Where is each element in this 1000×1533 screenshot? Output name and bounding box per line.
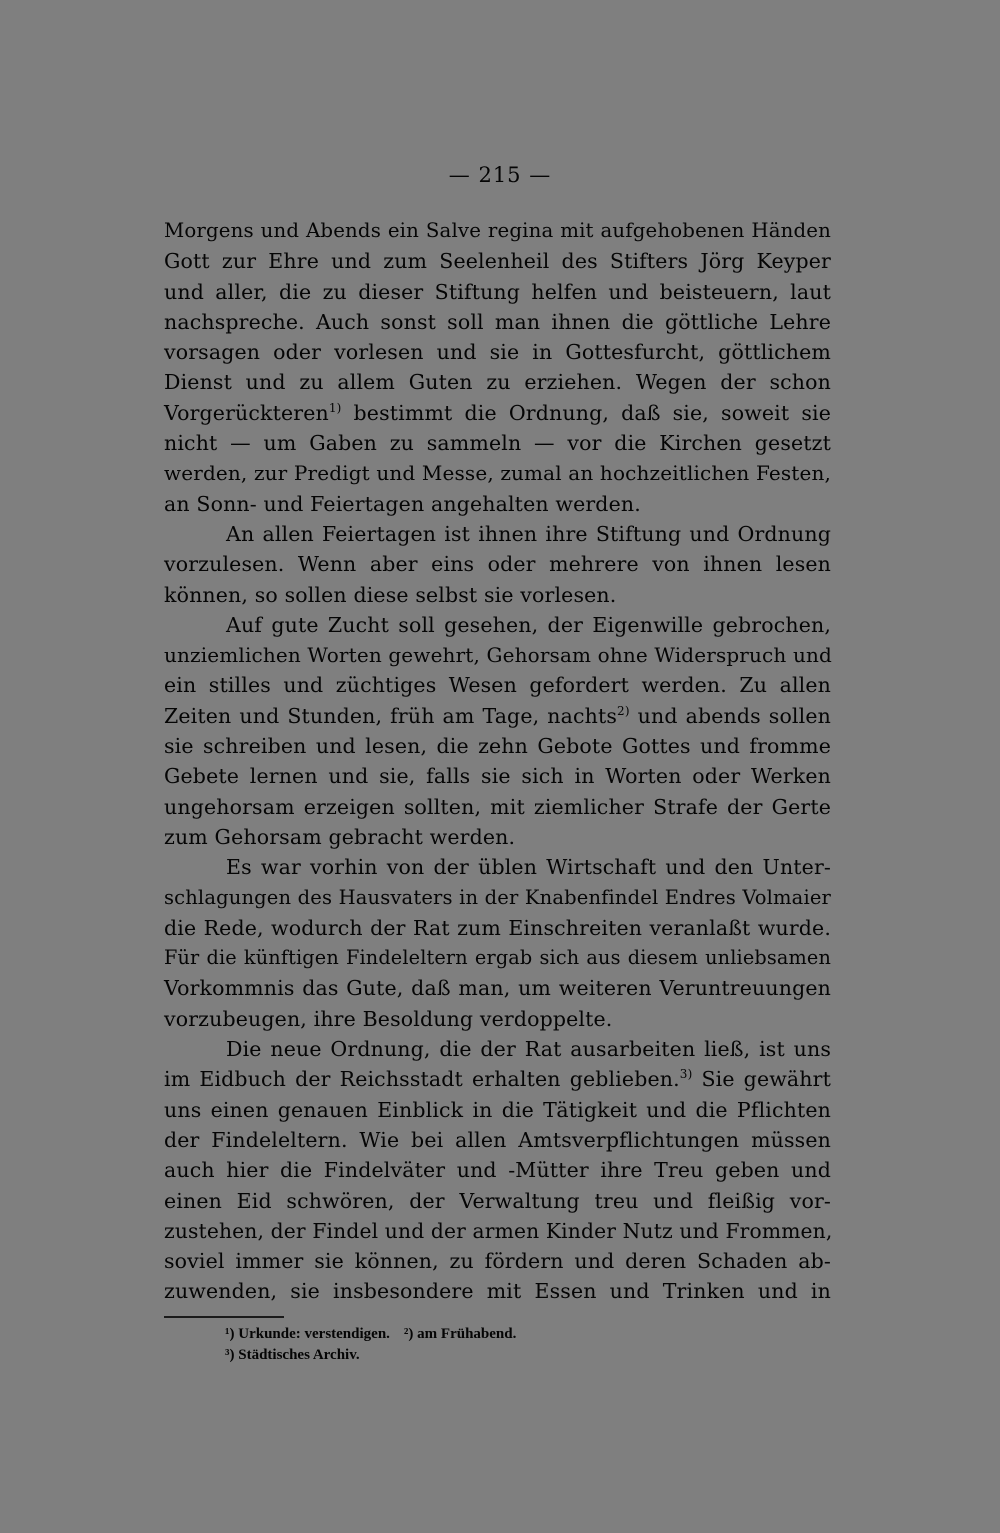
footnote-2: ²) am Frühabend. xyxy=(403,1326,517,1342)
text-line: Zeiten und Stunden, früh am Tage, nachts$^{2)}$ und abends sollen xyxy=(164,703,831,728)
text-line: werden, zur Predigt und Messe, zumal an hochzeitlichen Festen, xyxy=(164,461,831,486)
text-line: nicht — um Gaben zu sammeln — vor die Kirchen gesetzt xyxy=(164,431,831,456)
text-line: nachspreche. Auch sonst soll man ihnen die göttliche Lehre xyxy=(164,309,831,334)
text-line: Die neue Ordnung, die der Rat ausarbeiten ließ, ist uns xyxy=(226,1037,831,1062)
text-line: schlagungen des Hausvaters in der Knabenfindel Endres Volmaier xyxy=(164,885,831,909)
text-line: Es war vorhin von der üblen Wirtschaft und den Unter- xyxy=(226,855,831,880)
text-line: können, so sollen diese selbst sie vorlesen. xyxy=(164,582,617,607)
text-line: Vorgerückteren$^{1)}$ bestimmt die Ordnung, daß sie, soweit sie xyxy=(164,400,831,425)
text-line: vorzubeugen, ihre Besoldung verdoppelte. xyxy=(164,1006,613,1031)
text-line: Gott zur Ehre und zum Seelenheil des Stifters Jörg Keyper xyxy=(164,249,831,274)
text-line: sie schreiben und lesen, die zehn Gebote Gottes und fromme xyxy=(164,734,831,759)
text-line: ein stilles und züchtiges Wesen gefordert werden. Zu allen xyxy=(164,673,831,698)
text-line: zuwenden, sie insbesondere mit Essen und Trinken und in xyxy=(164,1279,831,1304)
text-line: An allen Feiertagen ist ihnen ihre Stiftung und Ordnung xyxy=(226,521,831,546)
text-line: vorsagen oder vorlesen und sie in Gottesfurcht, göttlichem xyxy=(164,340,831,365)
footnote-3: ³) Städtisches Archiv. xyxy=(225,1347,360,1363)
text-line: uns einen genauen Einblick in die Tätigkeit und die Pflichten xyxy=(164,1097,831,1122)
text-line: und aller, die zu dieser Stiftung helfen und beisteuern, laut xyxy=(164,279,831,304)
footnote-divider xyxy=(164,1316,284,1318)
text-line: an Sonn- und Feiertagen angehalten werden. xyxy=(164,491,641,516)
text-line: Für die künftigen Findeleltern ergab sich aus diesem unliebsamen xyxy=(164,946,831,970)
text-line: soviel immer sie können, zu fördern und deren Schaden ab- xyxy=(164,1249,831,1274)
text-line: die Rede, wodurch der Rat zum Einschreiten veranlaßt wurde. xyxy=(164,915,831,940)
footnote-line-2 xyxy=(225,1345,825,1366)
footnote-1: ¹) Urkunde: verstendigen. xyxy=(225,1326,390,1342)
text-line: Gebete lernen und sie, falls sie sich in Worten oder Werken xyxy=(164,764,831,789)
text-line: Dienst und zu allem Guten zu erziehen. Wegen der schon xyxy=(164,370,831,395)
text-line: zum Gehorsam gebracht werden. xyxy=(164,824,516,849)
text-line: ungehorsam erzeigen sollten, mit ziemlicher Strafe der Gerte xyxy=(164,794,831,819)
text-line: Vorkommnis das Gute, daß man, um weiteren Veruntreuungen xyxy=(164,976,831,1001)
text-line: unziemlichen Worten gewehrt, Gehorsam ohne Widerspruch und xyxy=(164,643,832,668)
text-line: einen Eid schwören, der Verwaltung treu und fleißig vor- xyxy=(164,1188,831,1213)
footnote-line-1 xyxy=(225,1324,825,1345)
text-line: im Eidbuch der Reichsstadt erhalten geblieben.$^{3)}$ Sie gewährt xyxy=(164,1067,831,1092)
text-line: Auf gute Zucht soll gesehen, der Eigenwille gebrochen, xyxy=(226,612,831,637)
text-line: vorzulesen. Wenn aber eins oder mehrere von ihnen lesen xyxy=(164,552,831,577)
text-line: zustehen, der Findel und der armen Kinder Nutz und Frommen, xyxy=(164,1218,833,1243)
body-text xyxy=(164,216,831,1307)
text-line: auch hier die Findelväter und -Mütter ihre Treu geben und xyxy=(164,1158,831,1183)
text-line: der Findeleltern. Wie bei allen Amtsverpflichtungen müssen xyxy=(164,1127,831,1152)
footnotes xyxy=(225,1324,825,1366)
text-line: Morgens und Abends ein Salve regina mit aufgehobenen Händen xyxy=(164,219,831,242)
page-number: — 215 — xyxy=(448,163,552,187)
